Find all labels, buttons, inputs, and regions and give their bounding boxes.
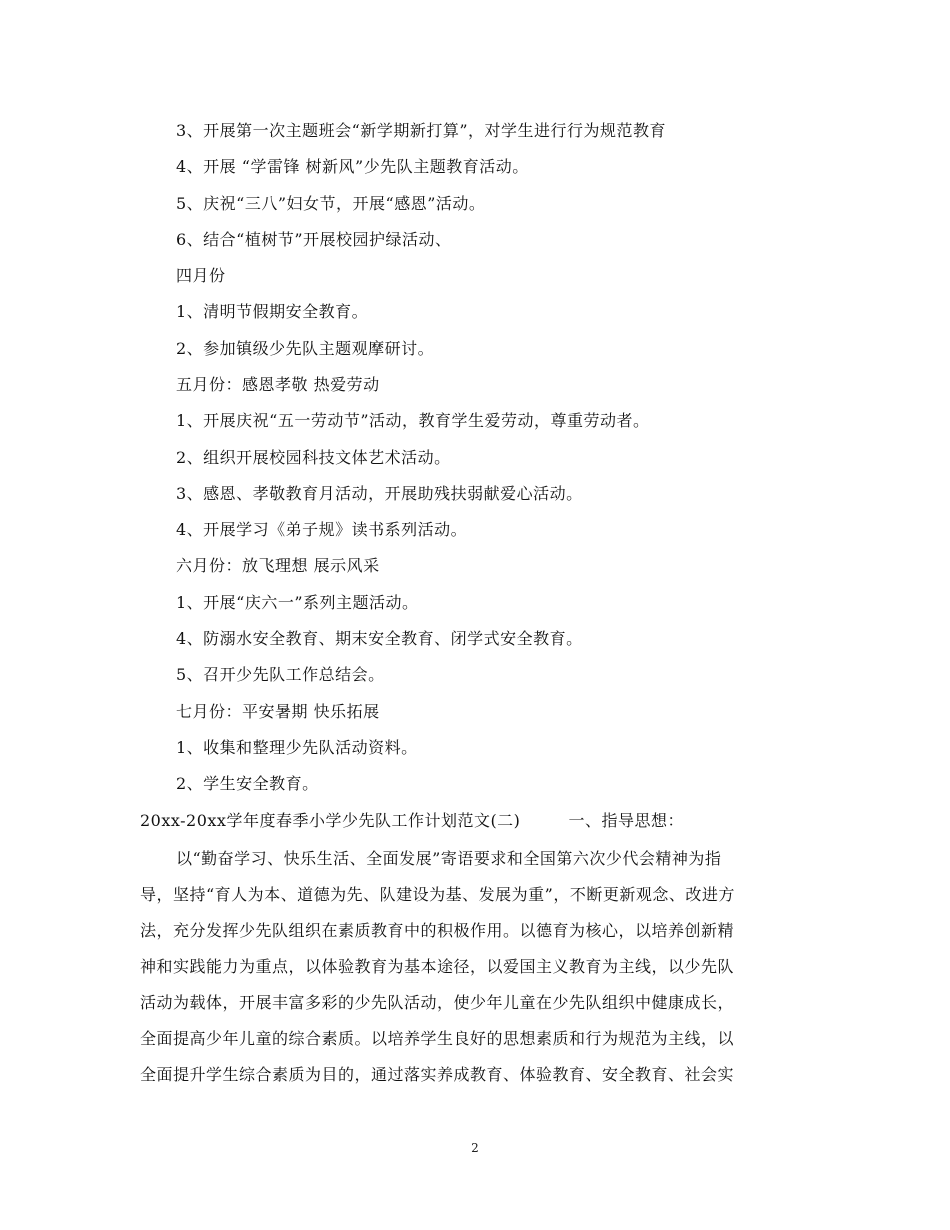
paragraph-line: 法，充分发挥少先队组织在素质教育中的积极作用。以德育为核心，以培养创新精	[140, 921, 735, 940]
list-item: 1、开展庆祝“五一劳动节”活动，教育学生爱劳动，尊重劳动者。	[176, 411, 650, 430]
paragraph-line: 以“勤奋学习、快乐生活、全面发展”寄语要求和全国第六次少代会精神为指	[176, 849, 722, 868]
article-title: 20xx-20xx学年度春季小学少先队工作计划范文(二)	[140, 811, 521, 830]
list-item: 5、召开少先队工作总结会。	[176, 665, 385, 684]
list-item: 2、参加镇级少先队主题观摩研讨。	[176, 339, 435, 358]
list-item: 2、学生安全教育。	[176, 774, 319, 793]
section-heading: 一、指导思想：	[568, 811, 684, 830]
list-item: 4、开展学习《弟子规》读书系列活动。	[176, 520, 468, 539]
list-item: 1、收集和整理少先队活动资料。	[176, 738, 418, 757]
paragraph-line: 全面提升学生综合素质为目的，通过落实养成教育、体验教育、安全教育、社会实	[140, 1065, 735, 1084]
list-item: 1、开展“庆六一”系列主题活动。	[176, 593, 419, 612]
list-item: 6、结合“植树节”开展校园护绿活动、	[176, 230, 452, 249]
month-heading: 七月份：平安暑期 快乐拓展	[176, 702, 380, 721]
list-item: 3、开展第一次主题班会“新学期新打算”，对学生进行行为规范教育	[176, 121, 667, 140]
list-item: 4、防溺水安全教育、期末安全教育、闭学式安全教育。	[176, 629, 583, 648]
page-number: 2	[471, 1141, 479, 1155]
month-heading: 四月份	[176, 266, 226, 285]
month-heading: 五月份：感恩孝敬 热爱劳动	[176, 375, 380, 394]
list-item: 5、庆祝“三八”妇女节，开展“感恩”活动。	[176, 194, 486, 213]
list-item: 3、感恩、孝敬教育月活动，开展助残扶弱献爱心活动。	[176, 484, 583, 503]
paragraph-line: 全面提高少年儿童的综合素质。以培养学生良好的思想素质和行为规范为主线，以	[140, 1029, 735, 1048]
month-heading: 六月份：放飞理想 展示风采	[176, 556, 380, 575]
article-heading-line	[140, 811, 684, 831]
list-item: 2、组织开展校园科技文体艺术活动。	[176, 448, 451, 467]
list-item: 4、开展 “学雷锋 树新风”少先队主题教育活动。	[176, 157, 529, 176]
paragraph-line: 导，坚持“育人为本、道德为先、队建设为基、发展为重”，不断更新观念、改进方	[140, 885, 735, 904]
list-item: 1、清明节假期安全教育。	[176, 302, 369, 321]
paragraph-line: 神和实践能力为重点，以体验教育为基本途径，以爱国主义教育为主线，以少先队	[140, 957, 735, 976]
paragraph-line: 活动为载体，开展丰富多彩的少先队活动，使少年儿童在少先队组织中健康成长，	[140, 993, 735, 1012]
